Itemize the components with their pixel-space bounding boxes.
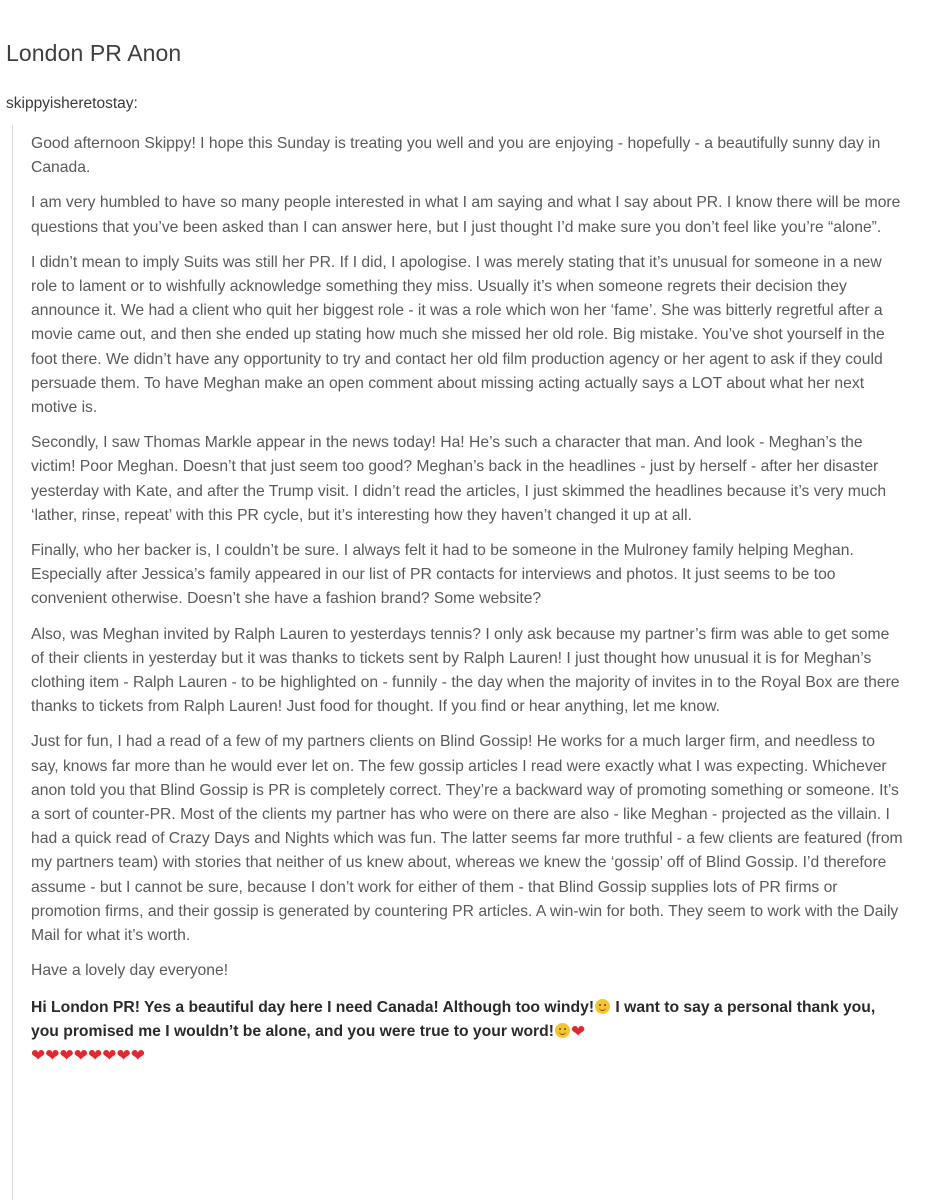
smile-emoji-icon [555,1023,570,1038]
heart-emoji-icon: ❤ [570,1021,586,1042]
message-paragraph: I didn’t mean to imply Suits was still her PR. If I did, I apologise. I was merely stating that it’s unusual for someone in a new role to lament or to wishfully acknowledge something they miss. Usually it’s when someone regrets their decision they announce it. We had a client who quit her biggest role - it was a role which won her ‘fame’. She was bitterly regretful after a movie came out, and then she ended up stating how much she missed her old role. Big mistake. You’ve shot yourself in the foot there. We didn’t have any opportunity to try and contact her old film production agency or her agent to ask if they could persuade them. To have Meghan make an open comment about missing acting actually says a LOT about what her next motive is. [31,253,885,417]
heart-emoji-icon: ❤ [116,1045,131,1066]
message-paragraph: Good afternoon Skippy! I hope this Sunday is treating you well and you are enjoying - hopefully - a beautifully sunny day in Canada. [31,135,881,177]
heart-emoji-icon: ❤ [31,1045,46,1066]
heart-emoji-icon: ❤ [102,1045,117,1066]
message-paragraph: Finally, who her backer is, I couldn’t be sure. I always felt it had to be someone in the Mulroney family helping Meghan. Especially after Jessica’s family appeared in our list of PR contacts for interviews and photos. It just seems to be too convenient otherwise. Doesn’t she have a fashion brand? Some website? [31,542,854,608]
heart-emoji-icon: ❤ [130,1045,145,1066]
heart-emoji-icon: ❤ [45,1045,60,1066]
message-paragraph: I am very humbled to have so many people interested in what I am saying and what I say about PR. I know there will be more questions that you’ve been asked than I can answer here, but I just thought I’d make sure you don’t feel like you’re “alone”. [31,194,901,236]
heart-emoji-icon: ❤ [88,1045,103,1066]
quoted-message [12,125,904,1200]
reply-message [31,996,903,1069]
heart-emoji-icon: ❤ [59,1045,74,1066]
message-closing: Have a lovely day everyone! [31,962,229,980]
heart-emoji-icon: ❤ [73,1045,88,1066]
message-paragraph: Also, was Meghan invited by Ralph Lauren to yesterdays tennis? I only ask because my partner’s firm was able to get some of their clients in yesterday but it was thanks to tickets sent by Ralph Lauren! I just thought how unusual it is for Meghan’s clothing item - Ralph Lauren - to be highlighted on - funnily - the day when the majority of invites in to the Royal Box are there thanks to tickets from Ralph Lauren! Just food for thought. If you find or hear anything, let me know. [31,625,900,716]
asker-username[interactable]: skippyisheretostay: [6,95,138,112]
message-paragraph: Secondly, I saw Thomas Markle appear in the news today! Ha! He’s such a character that man. And look - Meghan’s the victim! Poor Meghan. Doesn’t that just seem too good? Meghan’s back in the headlines - just by herself - after her disaster yesterday with Kate, and after the Trump visit. I didn’t read the articles, I just skimmed the headlines because it’s very much ‘lather, rinse, repeat’ with this PR cycle, but it’s interesting how they haven’t changed it up at all. [31,434,887,524]
reply-text-part1: Hi London PR! Yes a beautiful day here I need Canada! Although too windy! [31,998,595,1016]
message-paragraph: Just for fun, I had a read of a few of my partners clients on Blind Gossip! He works for a much larger firm, and needless to say, knows far more than he would ever let on. The few gossip articles I read were exactly what I was expecting. Whichever anon told you that Blind Gossip is PR is completely correct. They’re a backward way of promoting something or someone. It’s a sort of counter-PR. Most of the clients my partner has who were on there are also - like Meghan - projected as the villain. I had a quick read of Crazy Days and Nights which was fun. The latter seems far more truthful - a few clients are featured (from my partners team) with stories that neither of us knew about, whereas we knew the ‘gossip’ off of Blind Gossip. I’d therefore assume - but I cannot be sure, because I don’t work for either of them - that Blind Gossip supplies lots of PR firms or promotion firms, and their gossip is generated by countering PR articles. A win-win for both. They seem to work with the Daily Mail for what it’s worth. [31,733,903,945]
post-title: London PR Anon [6,40,182,66]
smile-emoji-icon [595,999,610,1014]
reply-text-part2: I want to say a personal thank you, you promised me I wouldn’t be alone, and you were true to your word! [31,998,876,1040]
